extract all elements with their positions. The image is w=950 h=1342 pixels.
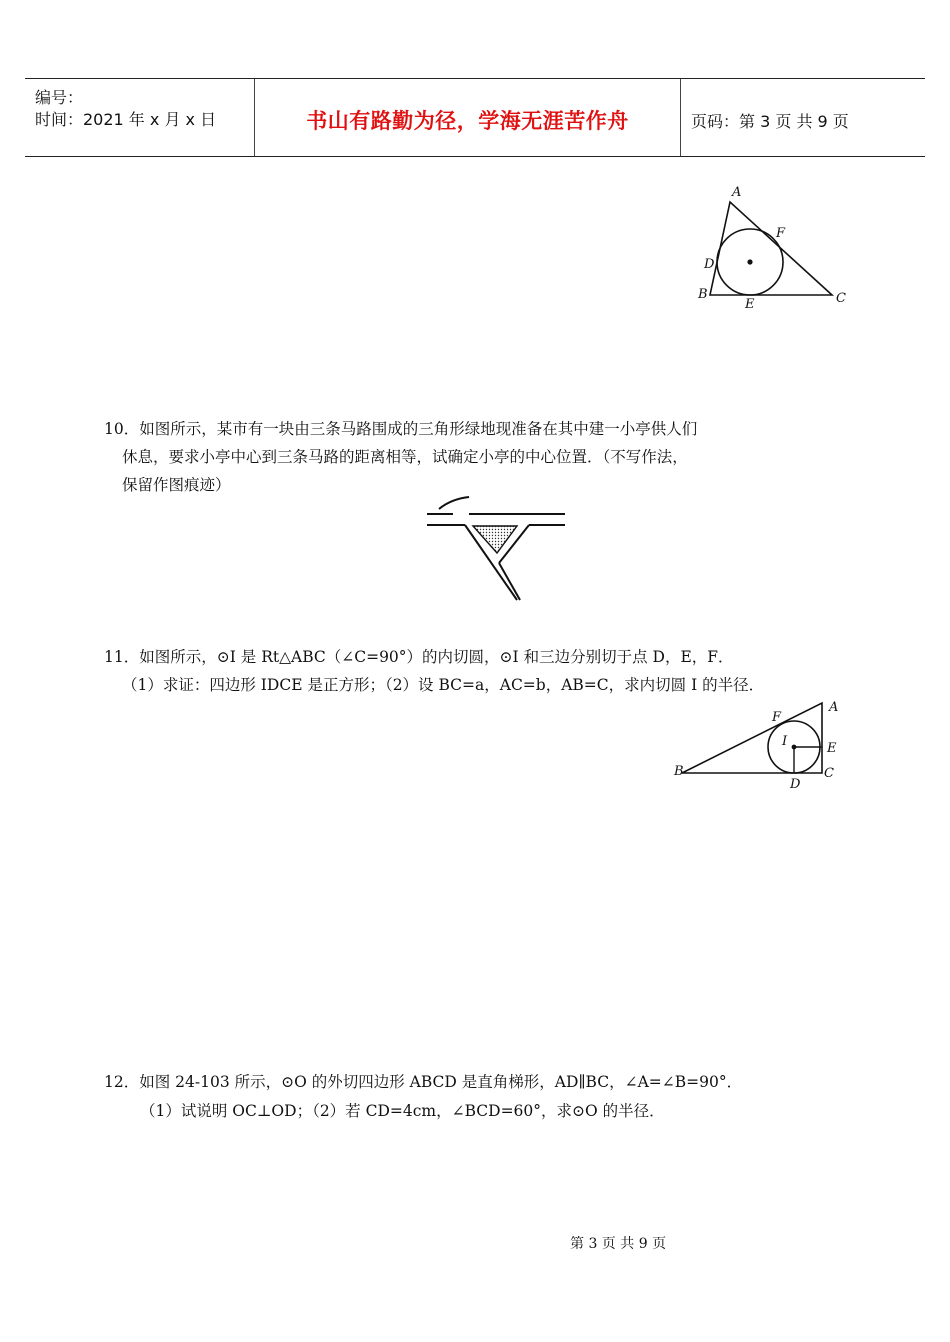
page-footer: 第 3 页 共 9 页	[570, 1236, 667, 1252]
label-i: I	[782, 734, 788, 749]
q10-line-1: 10．如图所示，某市有一块由三条马路围成的三角形绿地现准备在其中建一小亭供人们	[104, 420, 698, 438]
q11-line-2: （1）求证：四边形 IDCE 是正方形；（2）设 BC=a，AC=b，AB=C，求内切圆 I 的半径．	[122, 676, 765, 694]
q12-line-2: （1）试说明 OC⊥OD；（2）若 CD=4cm，∠BCD=60°，求⊙O 的半径．	[140, 1102, 665, 1120]
q11-line-1: 11．如图所示，⊙I 是 Rt△ABC（∠C=90°）的内切圆，⊙I 和三边分别切于点 D，E，F．	[104, 648, 734, 666]
label-c: C	[836, 291, 846, 306]
page-code: 页码：第 3 页 共 9 页	[691, 112, 849, 131]
label-b: B	[674, 764, 684, 779]
roads-figure	[425, 495, 570, 605]
serial-label: 编号：	[35, 88, 84, 107]
label-d: D	[704, 257, 715, 272]
right-triangle-incircle-figure	[672, 695, 847, 795]
label-c: C	[824, 766, 834, 781]
label-e: E	[827, 741, 837, 756]
q12-line-1: 12．如图 24-103 所示，⊙O 的外切四边形 ABCD 是直角梯形，AD∥BC，∠A=∠B=90°．	[104, 1073, 743, 1091]
center-i-dot	[792, 745, 797, 750]
label-b: B	[698, 287, 708, 302]
page-header	[25, 78, 925, 157]
motto-text: 书山有路勤为径，学海无涯苦作舟	[306, 109, 629, 133]
triangle-incircle-figure	[690, 180, 860, 315]
label-f: F	[772, 710, 782, 725]
q10-line-2: 休息，要求小亭中心到三条马路的距离相等，试确定小亭的中心位置．（不写作法，	[122, 448, 688, 466]
label-a: A	[829, 700, 839, 715]
time-label: 时间：2021 年 x 月 x 日	[35, 110, 217, 129]
right-triangle	[682, 703, 822, 773]
label-a: A	[732, 185, 742, 200]
q10-line-3: 保留作图痕迹）	[122, 476, 231, 494]
incenter-dot	[747, 259, 752, 264]
label-e: E	[745, 297, 755, 312]
label-f: F	[776, 226, 786, 241]
motto-cell	[254, 79, 681, 156]
label-d: D	[790, 777, 801, 792]
triangle-abc	[710, 202, 832, 295]
